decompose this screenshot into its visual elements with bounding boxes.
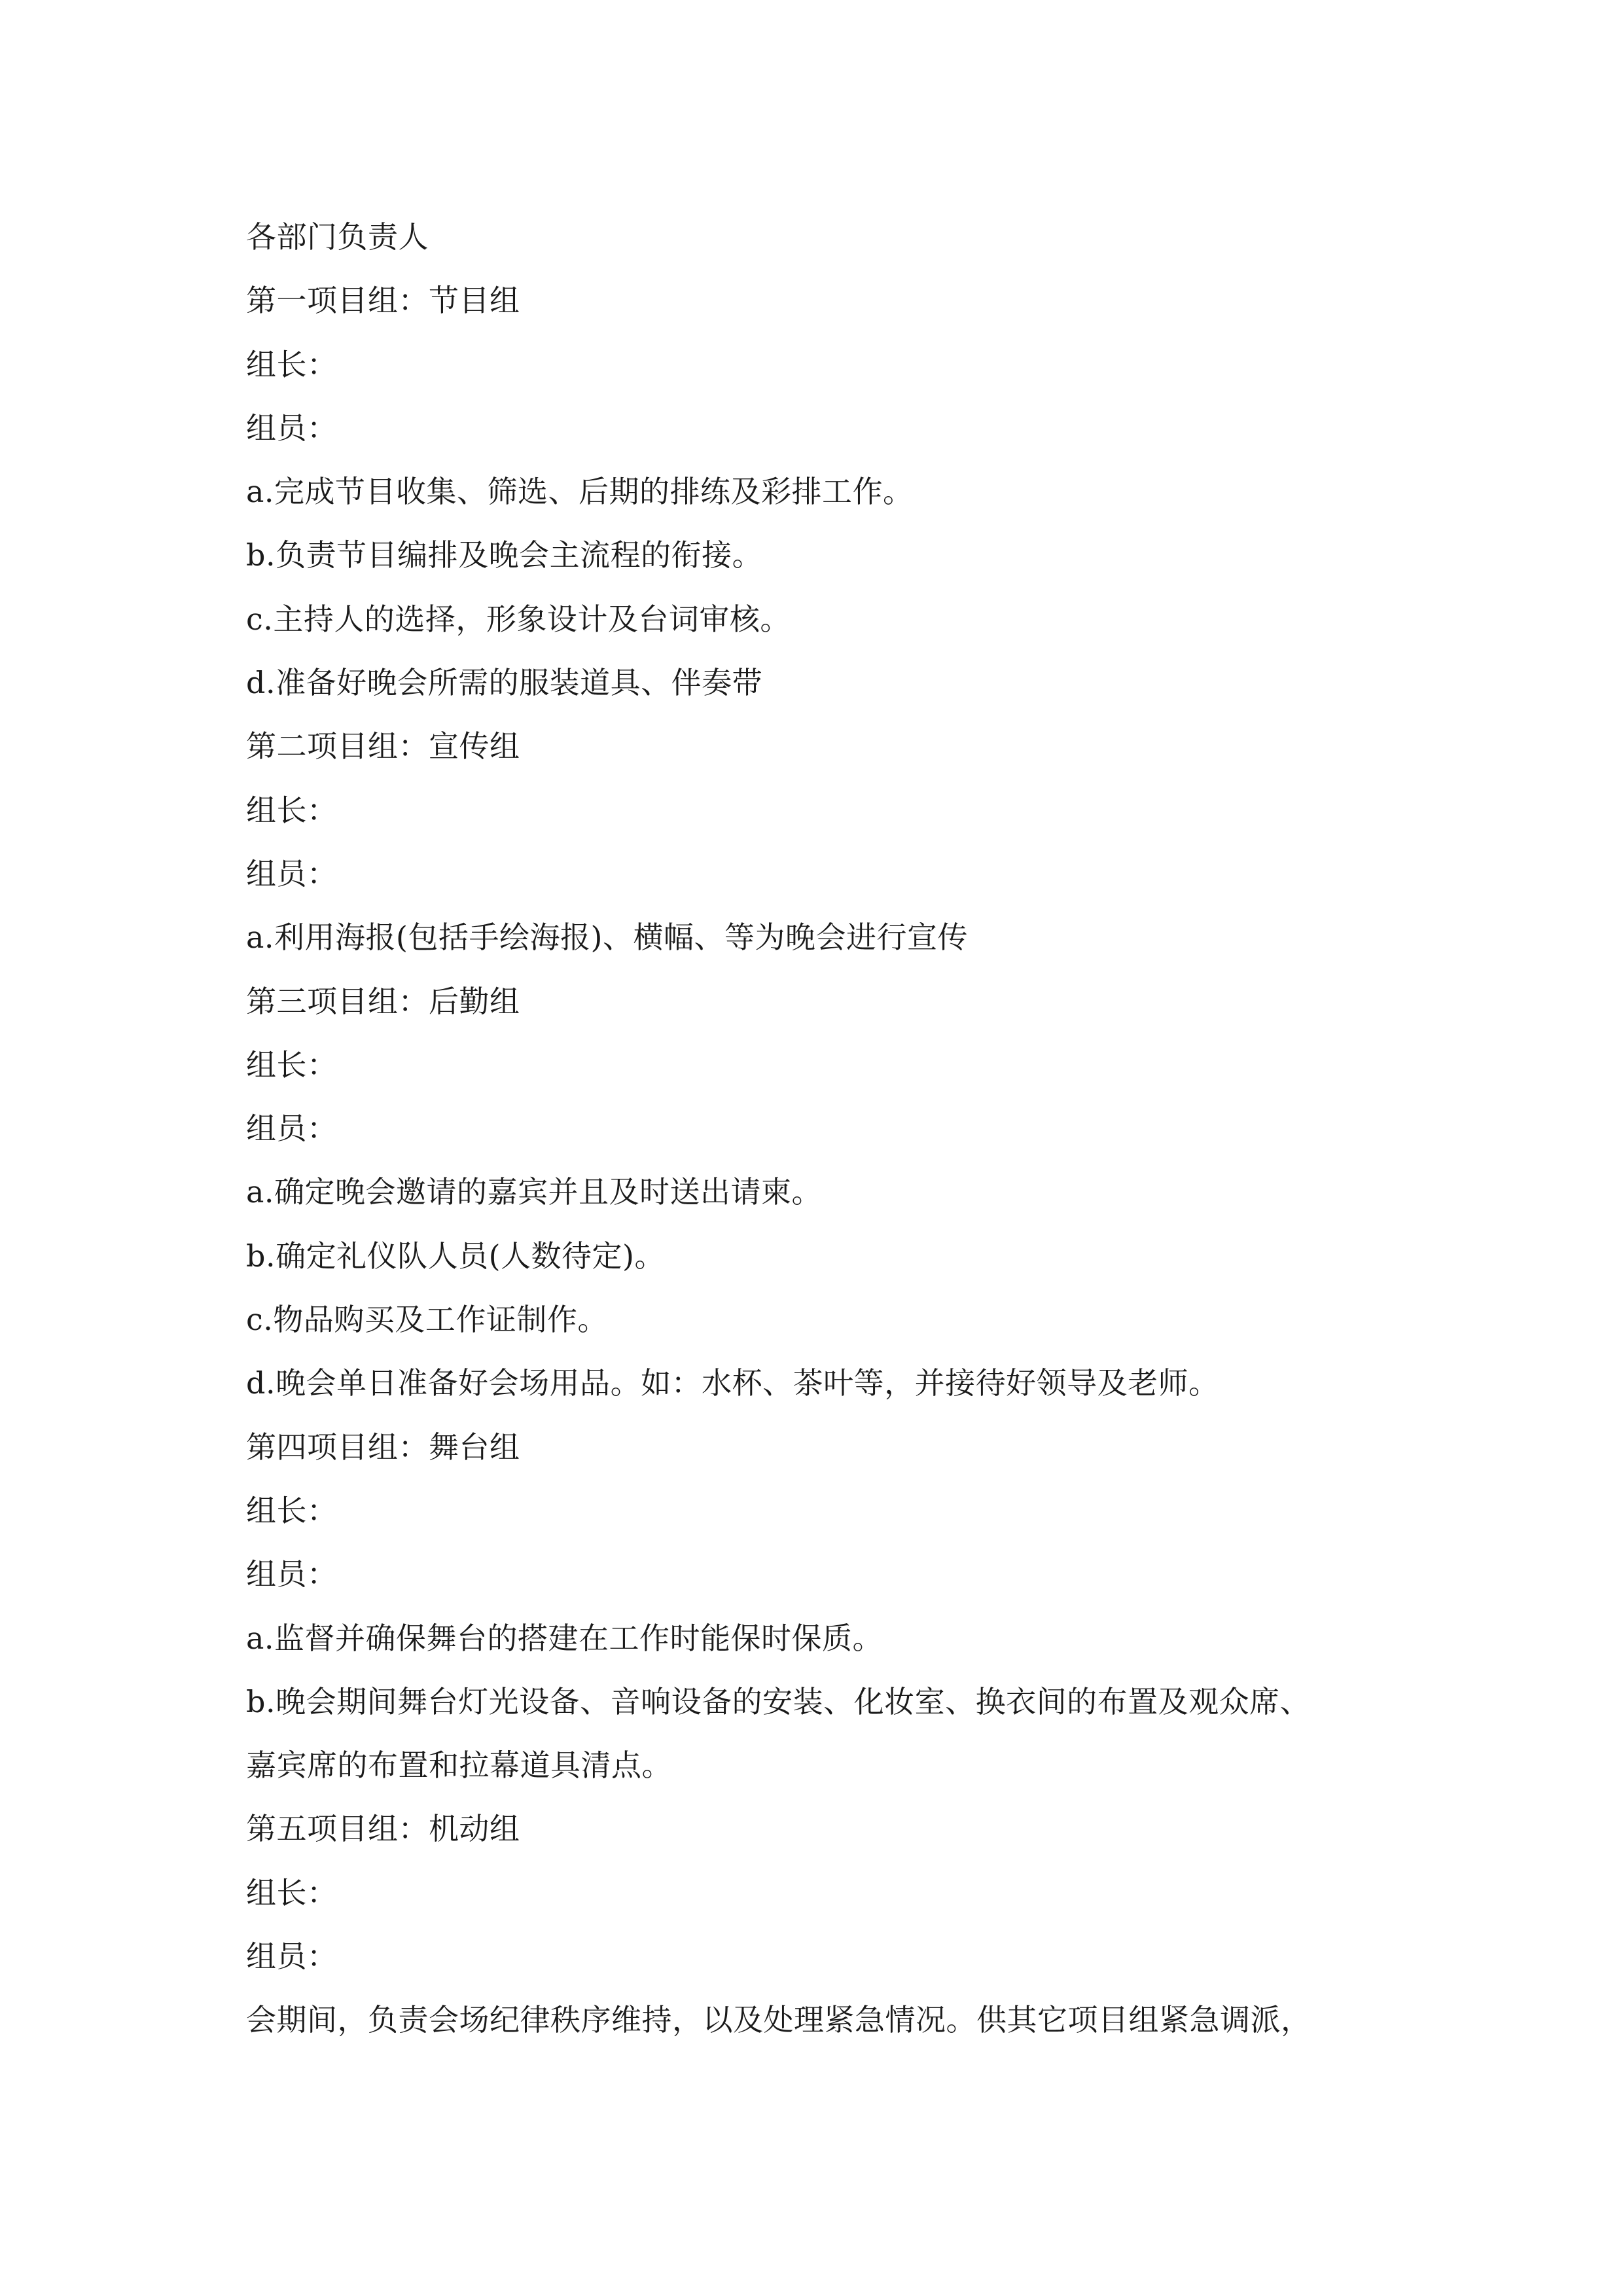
group-leader-label: 组长： bbox=[246, 1492, 338, 1528]
group-members-label: 组员： bbox=[246, 1556, 338, 1592]
section-title-mobile-group: 第五项目组：机动组 bbox=[246, 1811, 520, 1847]
duty-item: b.晚会期间舞台灯光设备、音响设备的安装、化妆室、换衣间的布置及观众席、 bbox=[246, 1683, 1311, 1719]
duty-item: 会期间，负责会场纪律秩序维持，以及处理紧急情况。供其它项目组紧急调派， bbox=[246, 2002, 1311, 2038]
duty-item: a.确定晚会邀请的嘉宾并且及时送出请柬。 bbox=[246, 1174, 823, 1210]
group-members-label: 组员： bbox=[246, 1939, 338, 1975]
group-members-label: 组员： bbox=[246, 855, 338, 891]
group-leader-label: 组长： bbox=[246, 1047, 338, 1083]
group-members-label: 组员： bbox=[246, 1111, 338, 1147]
duty-item-continuation: 嘉宾席的布置和拉幕道具清点。 bbox=[246, 1748, 672, 1784]
duty-item: a.完成节目收集、筛选、后期的排练及彩排工作。 bbox=[246, 474, 914, 510]
duty-item: d.晚会单日准备好会场用品。如：水杯、茶叶等，并接待好领导及老师。 bbox=[246, 1365, 1219, 1401]
duty-item: c.物品购买及工作证制作。 bbox=[246, 1302, 608, 1338]
section-title-publicity-group: 第二项目组：宣传组 bbox=[246, 728, 520, 764]
duty-item: a.监督并确保舞台的搭建在工作时能保时保质。 bbox=[246, 1620, 883, 1656]
duty-item: b.负责节目编排及晚会主流程的衔接。 bbox=[246, 537, 763, 573]
group-leader-label: 组长： bbox=[246, 346, 338, 382]
duty-item: b.确定礼仪队人员(人数待定)。 bbox=[246, 1238, 665, 1274]
group-leader-label: 组长： bbox=[246, 1874, 338, 1910]
duty-item: d.准备好晚会所需的服装道具、伴奏带 bbox=[246, 665, 763, 701]
duty-item: c.主持人的选择，形象设计及台词审核。 bbox=[246, 601, 791, 637]
duty-item: a.利用海报(包括手绘海报)、横幅、等为晚会进行宣传 bbox=[246, 920, 968, 956]
heading-department-heads: 各部门负责人 bbox=[246, 219, 429, 255]
section-title-stage-group: 第四项目组：舞台组 bbox=[246, 1429, 520, 1465]
group-leader-label: 组长： bbox=[246, 792, 338, 828]
section-title-logistics-group: 第三项目组：后勤组 bbox=[246, 983, 520, 1019]
group-members-label: 组员： bbox=[246, 410, 338, 446]
document-body bbox=[246, 206, 1418, 2053]
section-title-program-group: 第一项目组：节目组 bbox=[246, 283, 520, 319]
